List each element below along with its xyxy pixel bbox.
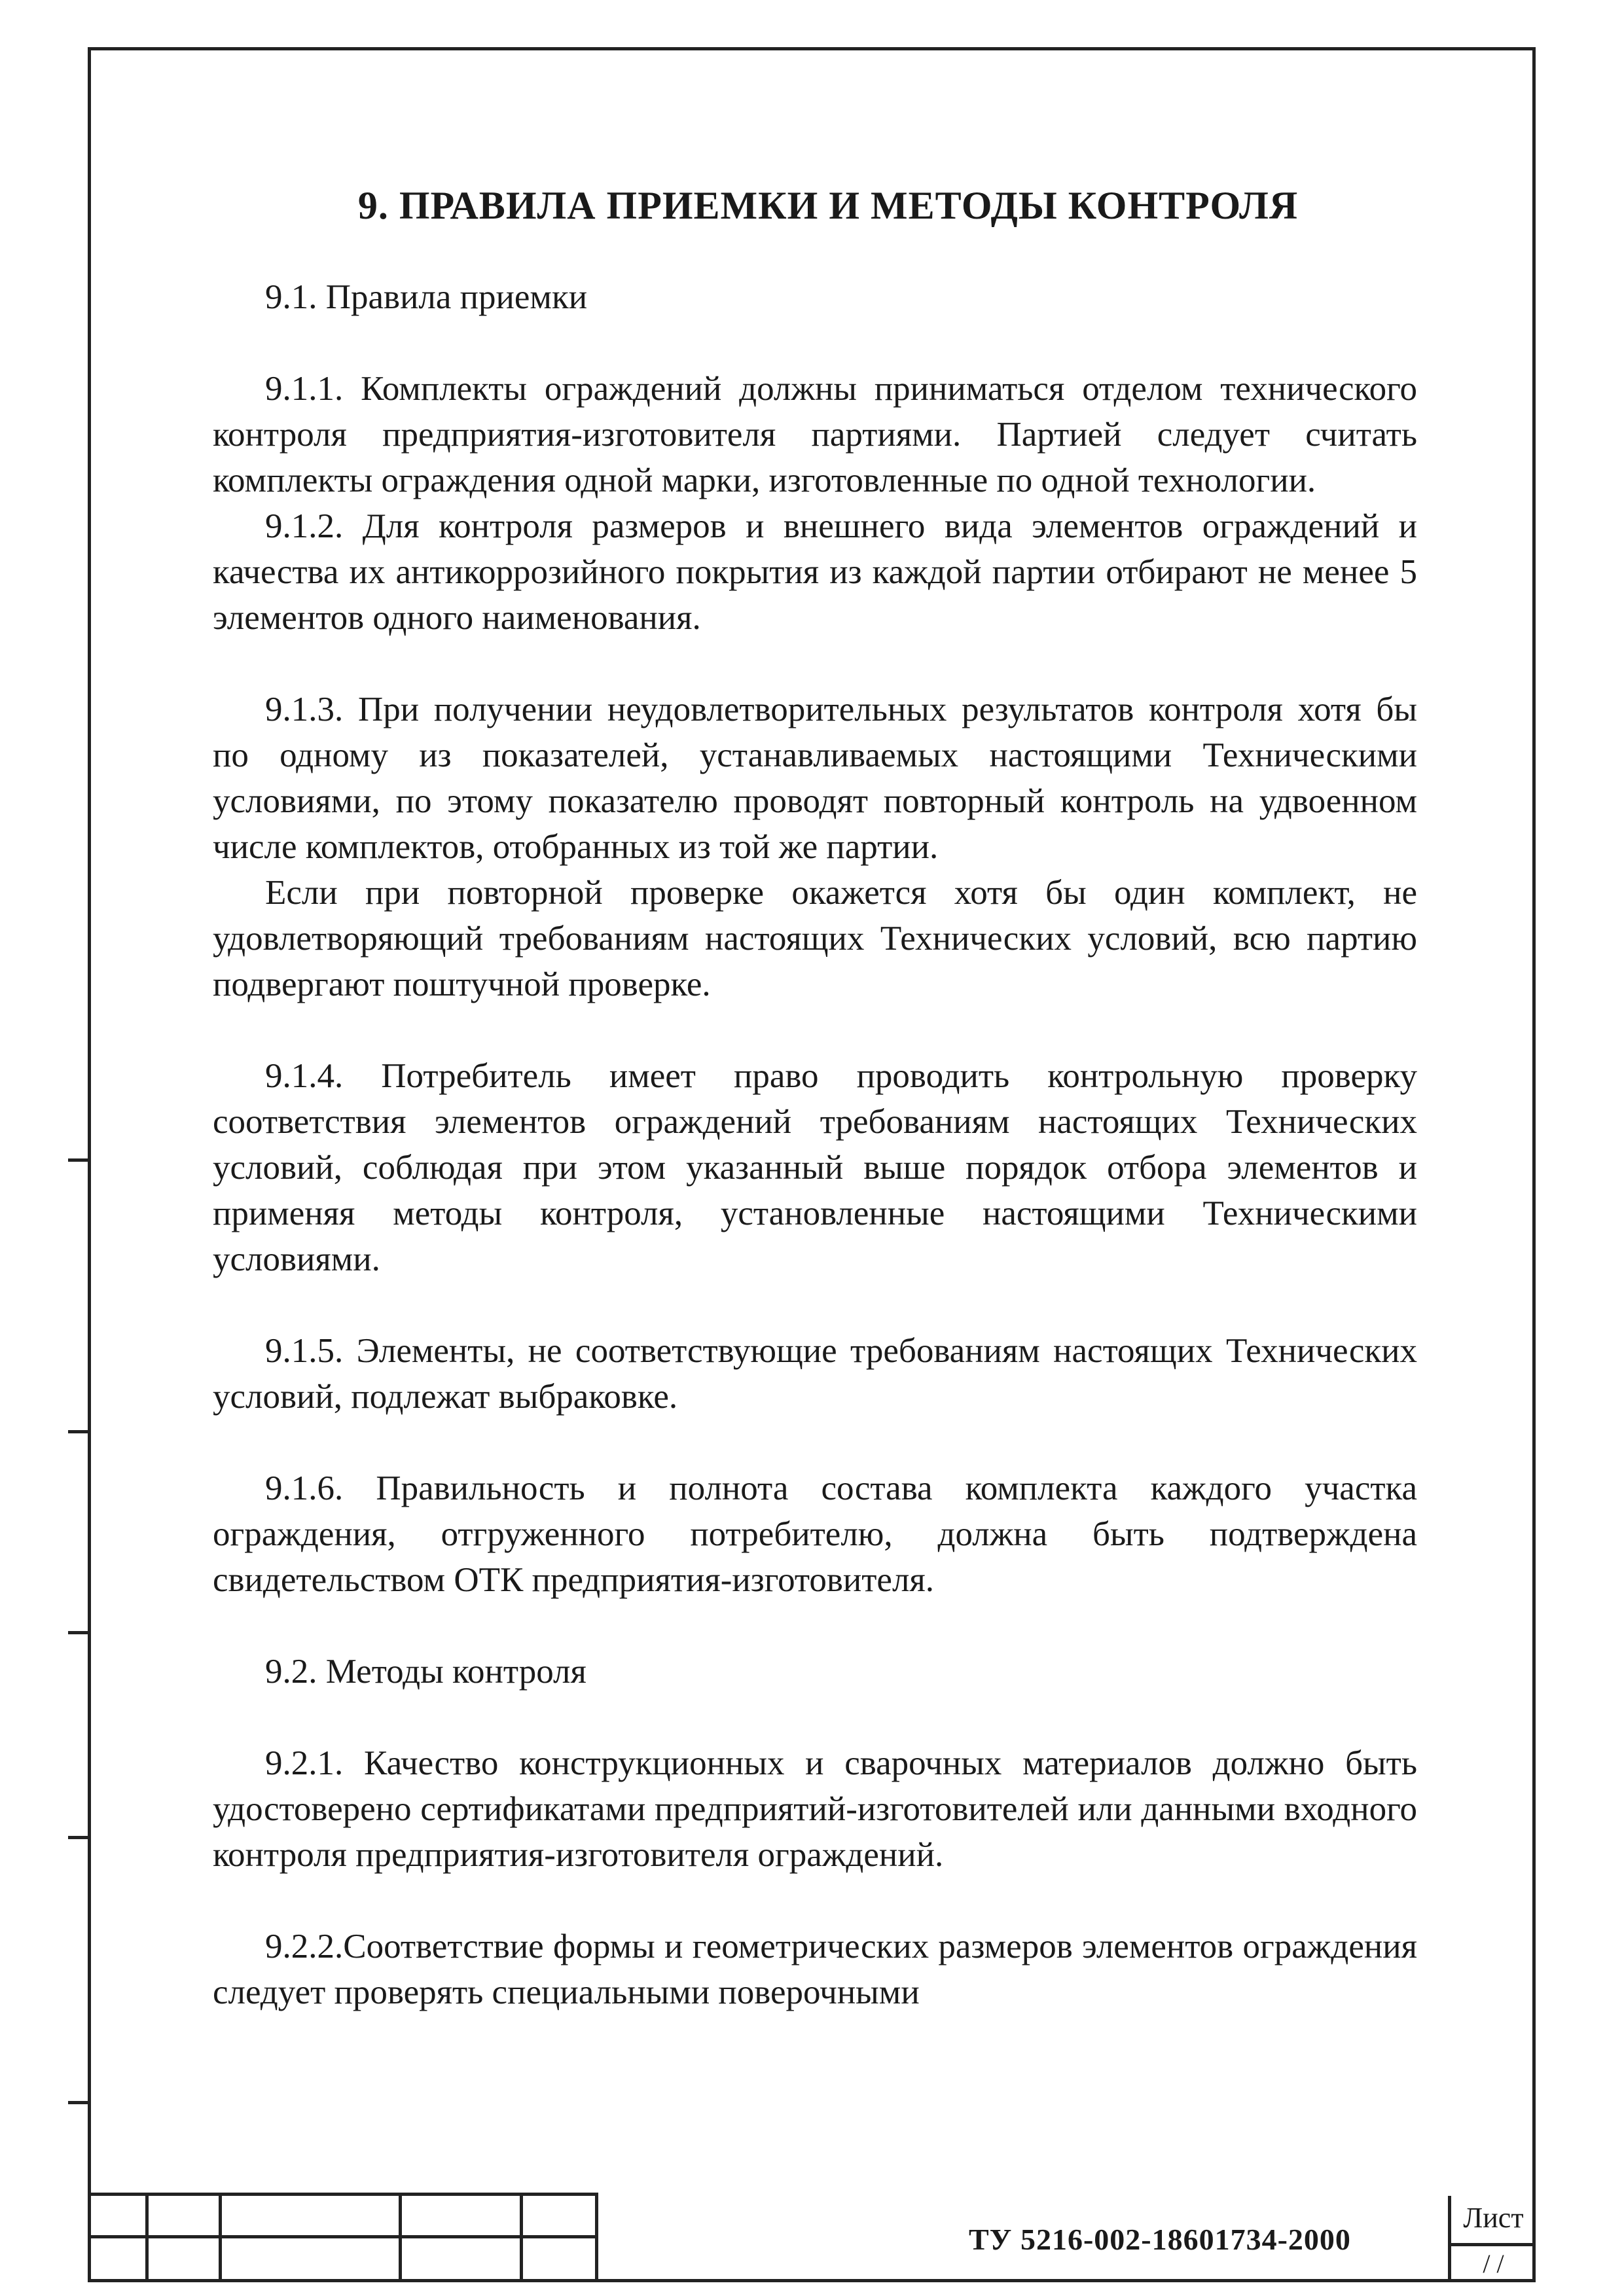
- paragraph-9-1-3: 9.1.3. При получении неудовлетворительных результатов контроля хотя бы по одному из показателей, устанавливаемых настоящими Техническими условиями, по этому показателю проводят повторный контроль на удвоенном числе комплектов, отобранных из той же партии.: [213, 691, 1417, 866]
- section-heading-9-2: 9.2. Методы контроля: [265, 1653, 586, 1691]
- title-block-grid: [88, 2193, 598, 2282]
- paragraph-9-1-2: 9.1.2. Для контроля размеров и внешнего вида элементов ограждений и качества их антикоррозийного покрытия из каждой партии отбирают не менее 5 элементов одного наименования.: [213, 507, 1417, 637]
- paragraph-9-1-5: 9.1.5. Элементы, не соответствующие требованиям настоящих Технических условий, подлежат выбраковке.: [213, 1332, 1417, 1416]
- section-heading-9-1: 9.1. Правила приемки: [265, 278, 588, 316]
- margin-tick: [68, 1836, 90, 1839]
- paragraph-9-2-2: 9.2.2.Соответствие формы и геометрических размеров элементов ограждения следует проверять специальными поверочными: [213, 1928, 1417, 2011]
- paragraph-9-2-1: 9.2.1. Качество конструкционных и сварочных материалов должно быть удостоверено сертификатами предприятий-изготовителей или данными входного контроля предприятия-изготовителя ограждений.: [213, 1744, 1417, 1874]
- paragraph-9-1-1: 9.1.1. Комплекты ограждений должны приниматься отделом технического контроля предприятия-изготовителя партиями. Партией следует считать комплекты ограждения одной марки, изготовленные по одной технологии.: [213, 370, 1417, 499]
- margin-tick: [68, 2101, 90, 2104]
- sheet-number-box: [1448, 2196, 1536, 2282]
- paragraph-9-1-6: 9.1.6. Правильность и полнота состава комплекта каждого участка ограждения, отгруженного потребителю, должна быть подтверждена свидетельством ОТК предприятия-изготовителя.: [213, 1469, 1417, 1599]
- paragraph-9-1-3-continued: Если при повторной проверке окажется хотя бы один комплект, не удовлетворяющий требованиям настоящих Технических условий, всю партию подвергают поштучной проверке.: [213, 874, 1417, 1003]
- sheet-label: Лист: [1463, 2202, 1524, 2234]
- margin-tick: [68, 1158, 90, 1162]
- margin-tick: [68, 1430, 90, 1433]
- document-body: [213, 183, 1417, 2015]
- document-code: ТУ 5216-002-18601734-2000: [969, 2223, 1351, 2256]
- margin-tick: [68, 1631, 90, 1634]
- sheet-number: / /: [1483, 2249, 1504, 2278]
- paragraph-9-1-4: 9.1.4. Потребитель имеет право проводить контрольную проверку соответствия элементов ограждений требованиям настоящих Технических условий, соблюдая при этом указанный выше порядок отбора элементов и применяя методы контроля, установленные настоящими Техническими условиями.: [213, 1057, 1417, 1278]
- page-title: 9. ПРАВИЛА ПРИЕМКИ И МЕТОДЫ КОНТРОЛЯ: [357, 184, 1299, 227]
